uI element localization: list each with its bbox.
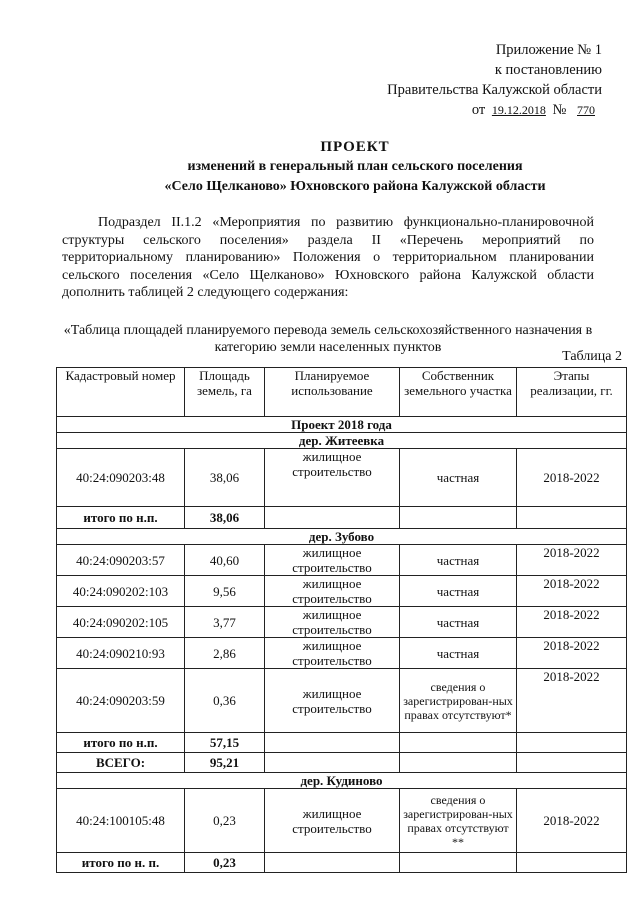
table-number: Таблица 2 [562,349,622,364]
area: 40,60 [185,545,265,576]
area: 0,23 [185,789,265,853]
subtotal-label: итого по н.п. [57,507,185,529]
planned-use: жилищное строительство [265,669,400,733]
area: 9,56 [185,576,265,607]
owner: частная [400,638,517,669]
stage: 2018-2022 [517,607,627,638]
owner: сведения о зарегистрирован-ных правах отсутствуют ** [400,789,517,853]
cadastral-number: 40:24:090202:105 [57,607,185,638]
date-prefix: от [471,102,486,118]
total-label: ВСЕГО: [57,753,185,773]
col-header: Собственник земельного участка [400,368,517,417]
table-row [57,638,627,669]
title-line-1: ПРОЕКТ [320,139,390,155]
total-value: 95,21 [185,753,265,773]
planned-use: жилищное строительство [265,789,400,853]
subtotal-value: 0,23 [185,853,265,873]
title-line-2: изменений в генеральный план сельского поселения [187,159,523,174]
table-row [57,789,627,853]
subtotal-value: 57,15 [185,733,265,753]
planned-use: жилищное строительство [265,576,400,607]
planned-use: жилищное строительство [265,545,400,576]
subtotal-row [57,733,627,753]
stage: 2018-2022 [517,545,627,576]
table-header-row [57,368,627,417]
stage: 2018-2022 [517,669,627,733]
planned-use: жилищное строительство [265,638,400,669]
subtotal-label: итого по н.п. [57,733,185,753]
col-header: Планируемое использование [265,368,400,417]
cadastral-number: 40:24:090203:57 [57,545,185,576]
col-header: Площадь земель, га [185,368,265,417]
number-sign: № [552,102,567,118]
annex-line-3: Правительства Калужской области [387,82,602,98]
area: 38,06 [185,449,265,507]
owner: сведения о зарегистрирован-ных правах отсутствуют* [400,669,517,733]
annex-line-2: к постановлению [494,62,602,78]
subtotal-label: итого по н. п. [57,853,185,873]
land-table [56,367,627,873]
cadastral-number: 40:24:090203:59 [57,669,185,733]
area: 0,36 [185,669,265,733]
subtotal-row [57,853,627,873]
cadastral-number: 40:24:100105:48 [57,789,185,853]
stage: 2018-2022 [517,789,627,853]
title-line-3: «Село Щелканово» Юхновского района Калужской области [164,179,546,194]
col-header: Кадастровый номер [57,368,185,417]
stage: 2018-2022 [517,449,627,507]
table-row [57,669,627,733]
village-name: дер. Зубово [57,529,627,545]
document-number: 770 [577,103,595,117]
village-row [57,433,627,449]
document-title [120,137,590,197]
cadastral-number: 40:24:090202:103 [57,576,185,607]
village-name: дер. Житеевка [57,433,627,449]
annex-block [387,40,602,120]
project-header: Проект 2018 года [57,417,627,433]
owner: частная [400,545,517,576]
owner: частная [400,449,517,507]
village-row [57,773,627,789]
village-name: дер. Кудиново [57,773,627,789]
annex-date-line [387,100,602,120]
table-caption: «Таблица площадей планируемого перевода земель сельскохозяйственного назначения в категорию земли населенных пунктов [63,323,593,355]
total-row [57,753,627,773]
project-header-row [57,417,627,433]
area: 2,86 [185,638,265,669]
annex-line-1: Приложение № 1 [495,42,602,58]
table-row [57,449,627,507]
owner: частная [400,607,517,638]
subtotal-row [57,507,627,529]
table-row [57,545,627,576]
table-row [57,607,627,638]
village-row [57,529,627,545]
stage: 2018-2022 [517,576,627,607]
cadastral-number: 40:24:090210:93 [57,638,185,669]
subtotal-value: 38,06 [185,507,265,529]
col-header: Этапы реализации, гг. [517,368,627,417]
planned-use: жилищное строительство [265,449,400,507]
stage: 2018-2022 [517,638,627,669]
area: 3,77 [185,607,265,638]
body-paragraph: Подраздел II.1.2 «Мероприятия по развитию функционально-планировочной структуры сельского поселения» раздела II «Перечень мероприятий по территориальному планированию» Положения о территориальном планировании сельского поселения «Село Щелканово» Юхновского района Калужской области дополнить таблицей 2 следующего содержания: [62,215,594,300]
planned-use: жилищное строительство [265,607,400,638]
table-row [57,576,627,607]
cadastral-number: 40:24:090203:48 [57,449,185,507]
document-date: 19.12.2018 [491,103,546,117]
owner: частная [400,576,517,607]
